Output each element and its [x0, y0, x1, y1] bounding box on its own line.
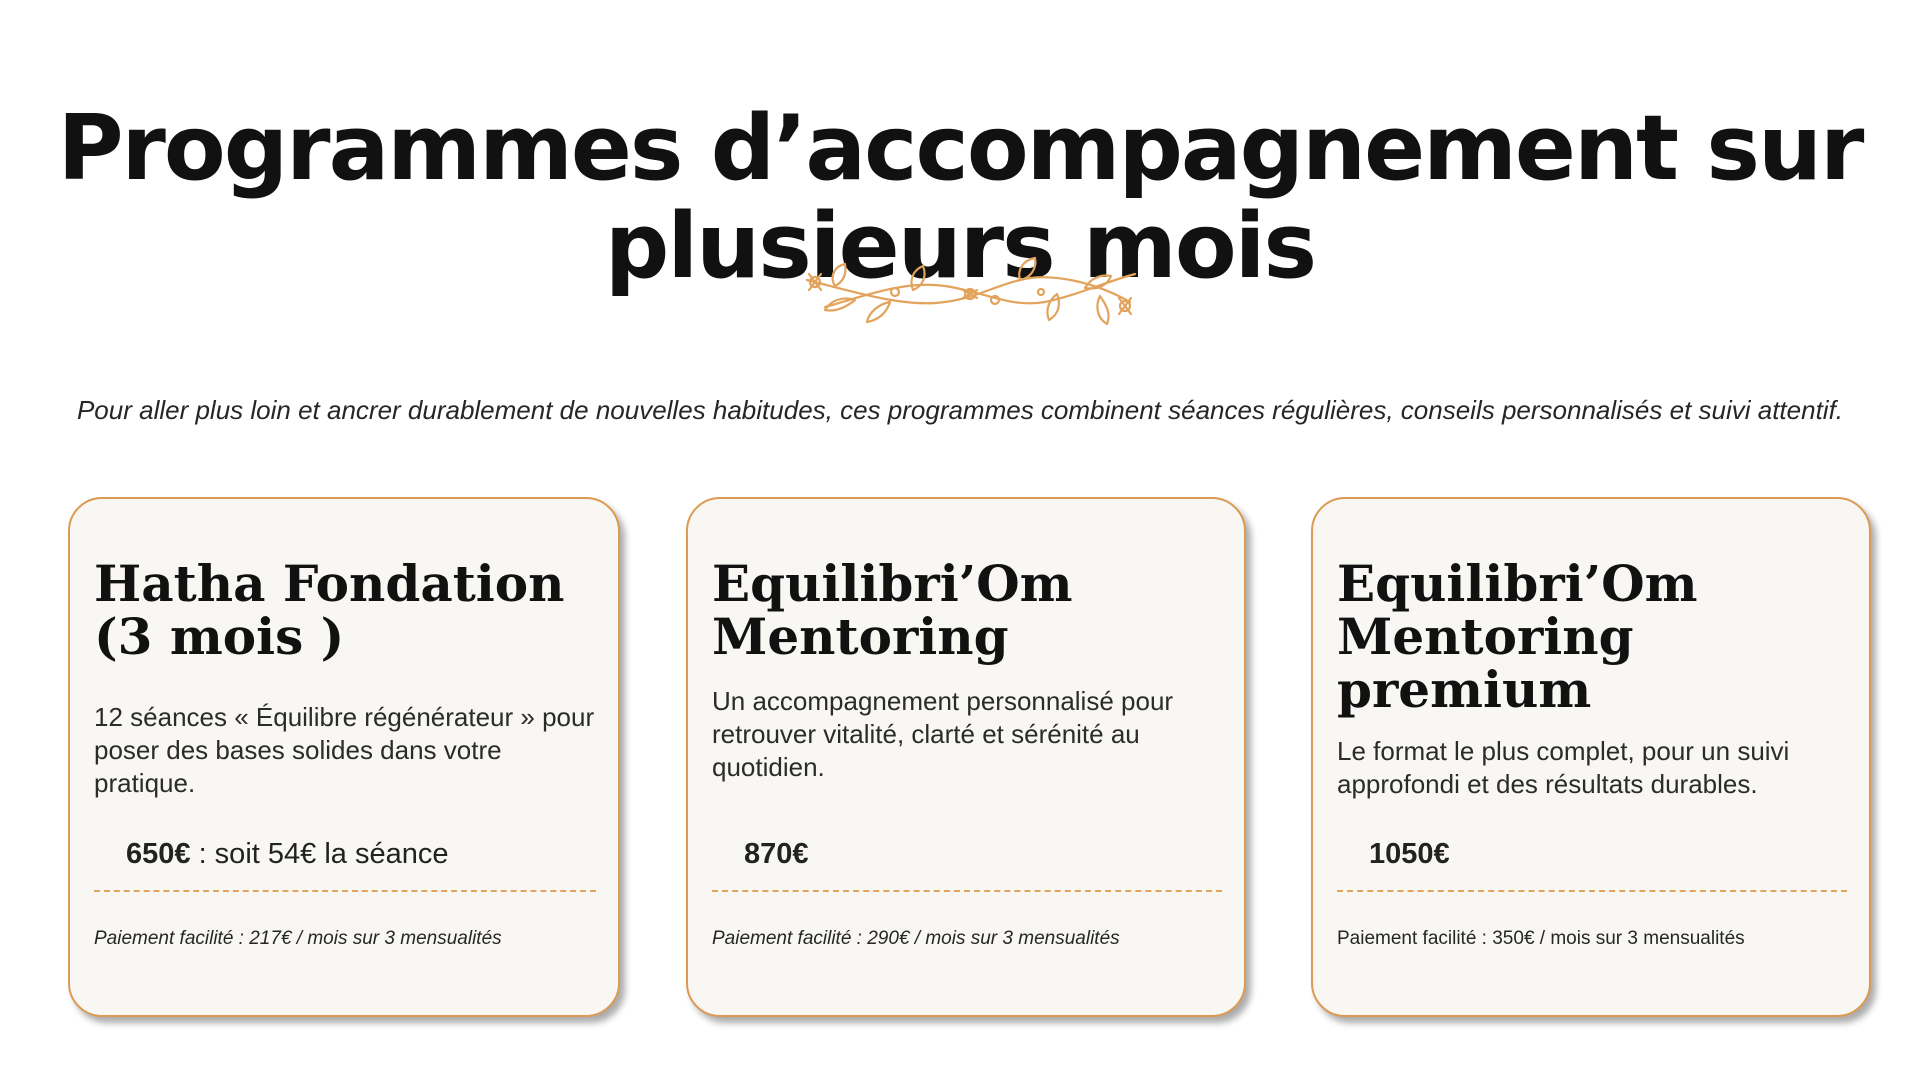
card-price [126, 836, 448, 872]
floral-branch-icon [795, 252, 1145, 334]
dashed-divider [1337, 890, 1847, 892]
card-price [744, 836, 809, 872]
dashed-divider [94, 890, 596, 892]
card-description [1337, 735, 1849, 801]
program-card-equilibriom-mentoring [686, 497, 1246, 1017]
card-description-line: approfondi et des résultats durables. [1337, 769, 1758, 799]
payment-terms: Paiement facilité : 290€ / mois sur 3 mensualités [712, 928, 1120, 949]
page-title-line-2: plusieurs mois [604, 194, 1316, 300]
card-title [94, 554, 598, 666]
card-description [712, 685, 1224, 784]
card-price [1369, 836, 1450, 872]
intro-text: Pour aller plus loin et ancrer durablement de nouvelles habitudes, ces programmes combinent séances régulières, conseils personnalisés et suivi attentif. [76, 395, 1844, 425]
price-amount: 650€ [126, 838, 191, 870]
program-card-hatha-fondation [68, 497, 620, 1017]
card-description [94, 701, 598, 800]
card-title-line: (3 mois ) [94, 607, 345, 666]
card-description-line: Le format le plus complet, pour un suivi [1337, 736, 1790, 766]
dashed-divider [712, 890, 1222, 892]
card-title [1337, 554, 1849, 719]
card-description-line: pratique. [94, 768, 196, 798]
card-title [712, 554, 1224, 666]
card-description-line: quotidien. [712, 752, 825, 782]
card-title-line: Mentoring [712, 607, 1009, 666]
card-description-line: poser des bases solides dans votre [94, 735, 502, 765]
page-title-line-1: Programmes d’accompagnement sur [57, 96, 1863, 202]
price-amount: 870€ [744, 838, 809, 870]
payment-terms: Paiement facilité : 350€ / mois sur 3 mensualités [1337, 928, 1745, 949]
price-amount: 1050€ [1369, 838, 1450, 870]
card-description-line: Un accompagnement personnalisé pour [712, 686, 1174, 716]
payment-terms: Paiement facilité : 217€ / mois sur 3 mensualités [94, 928, 502, 949]
program-card-equilibriom-mentoring-premium [1311, 497, 1871, 1017]
card-title-line: Equilibri’Om [1337, 554, 1698, 613]
card-title-line: Hatha Fondation [94, 554, 565, 613]
card-title-line: Equilibri’Om [712, 554, 1073, 613]
price-per-session: : soit 54€ la séance [190, 838, 449, 870]
card-title-line: Mentoring [1337, 607, 1634, 666]
card-description-line: retrouver vitalité, clarté et sérénité au [712, 719, 1140, 749]
card-title-line: premium [1337, 660, 1592, 719]
card-description-line: 12 séances « Équilibre régénérateur » pour [94, 702, 595, 732]
